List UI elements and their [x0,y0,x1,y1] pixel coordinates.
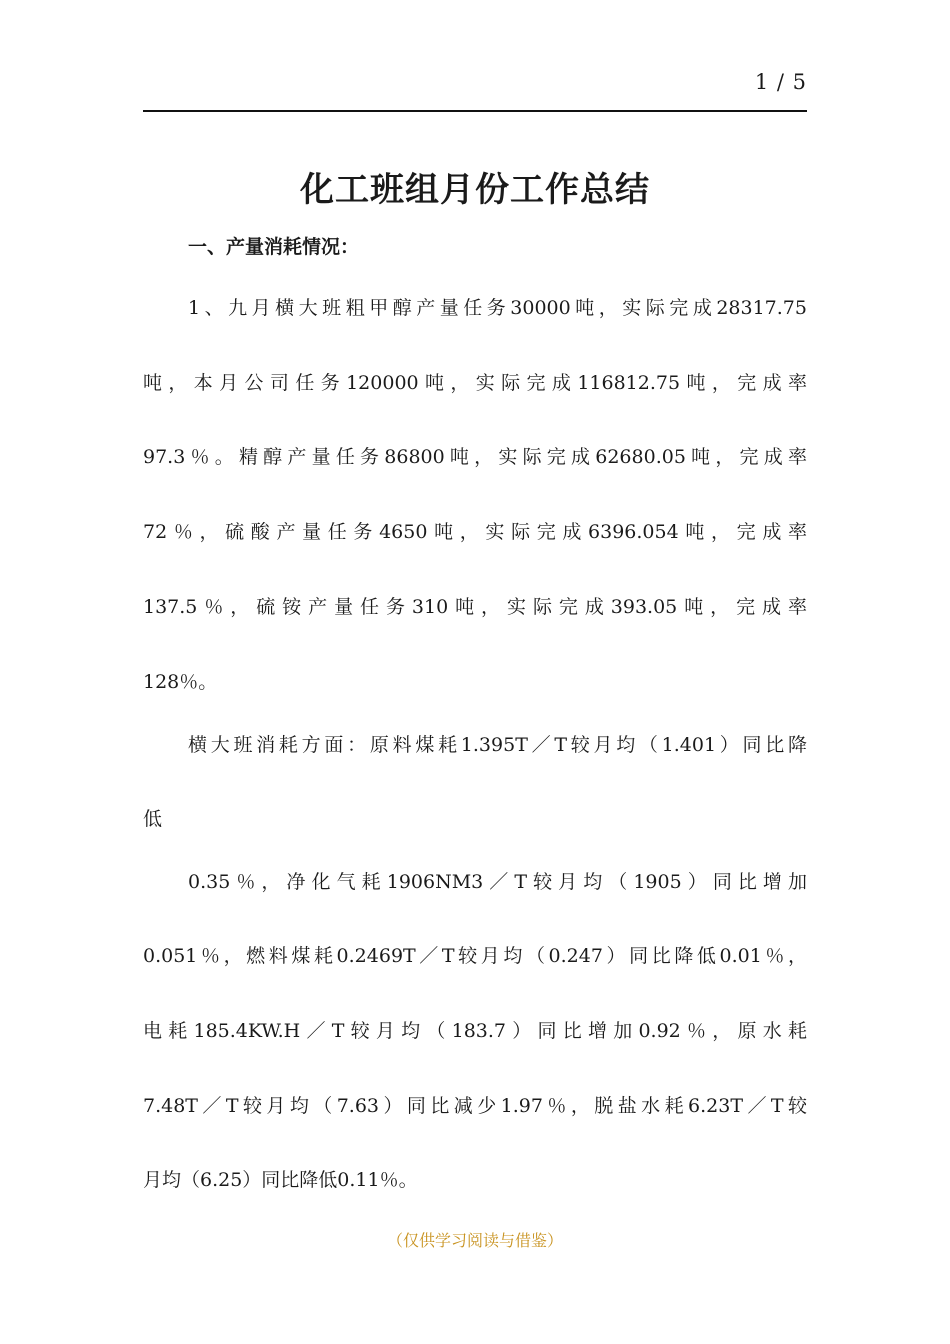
body-line: 吨，本月公司任务120000吨，实际完成116812.75吨，完成率 [143,372,807,394]
document-title: 化工班组月份工作总结 [300,170,650,210]
body-line: 137.5％，硫铵产量任务310吨，实际完成393.05吨，完成率 [143,596,807,618]
body-line: 0.051％，燃料煤耗0.2469T／T较月均（0.247）同比降低0.01％， [143,945,807,967]
body-line: 97.3％。精醇产量任务86800吨，实际完成62680.05吨，完成率 [143,446,807,468]
section-heading: 一、产量消耗情况： [188,236,360,258]
body-line: 7.48T／T较月均（7.63）同比减少1.97％，脱盐水耗6.23T／T较 [143,1095,807,1117]
body-line: 电耗185.4KW.H／T较月均（183.7）同比增加0.92％，原水耗 [143,1020,807,1042]
body-line: 横大班消耗方面：原料煤耗1.395T／T较月均（1.401）同比降 [188,734,807,756]
footer-note: （仅供学习阅读与借鉴） [386,1231,563,1250]
body-line: 月均（6.25）同比降低0.11％。 [143,1169,418,1191]
header-rule [143,110,807,112]
body-line: 128％。 [143,671,218,693]
body-line: 1、九月横大班粗甲醇产量任务30000吨，实际完成28317.75 [188,297,807,319]
page-number: 1 / 5 [754,70,807,94]
body-line: 72％，硫酸产量任务4650吨，实际完成6396.054吨，完成率 [143,521,807,543]
body-line: 低 [143,808,163,830]
body-line: 0.35％，净化气耗1906NM3／T较月均（1905）同比增加 [188,871,807,893]
